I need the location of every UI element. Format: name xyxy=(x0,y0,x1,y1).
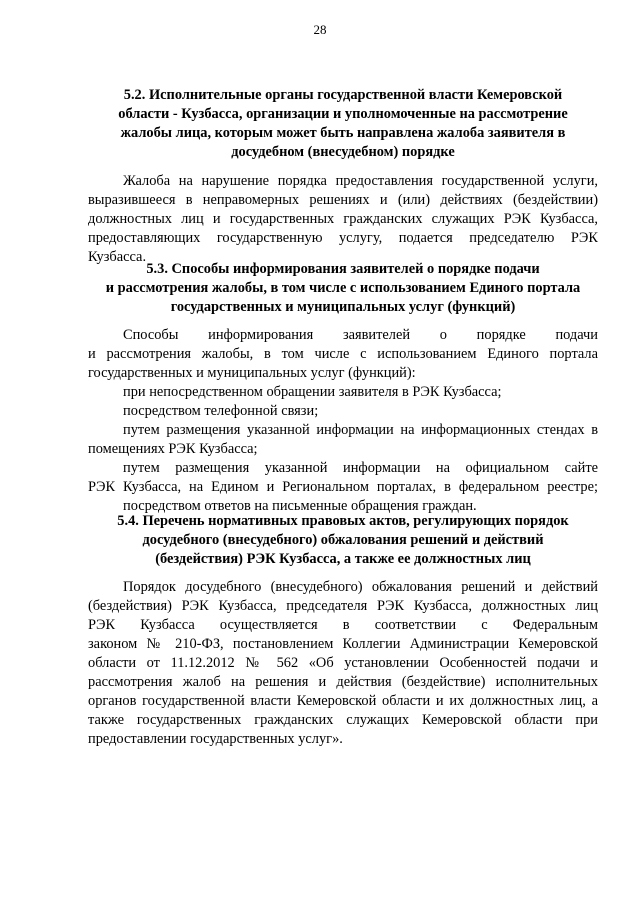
heading-line: 5.2. Исполнительные органы государственной власти Кемеровской xyxy=(123,87,563,103)
body-line: выразившееся в неправомерных решениях и (или) действиях (бездействии) xyxy=(88,192,598,208)
body-line: (бездействия) РЭК Кузбасса, председателя РЭК Кузбасса, должностных лиц xyxy=(88,598,598,614)
body-line: рассмотрения жалоб на решения и действия (бездействие) исполнительных xyxy=(88,674,598,690)
body-line: законом № 210-ФЗ, постановлением Коллегии Администрации Кемеровской xyxy=(88,636,598,652)
body-line: помещениях РЭК Кузбасса; xyxy=(88,441,258,457)
body-line: области от 11.12.2012 № 562 «Об установлении Особенностей подачи и xyxy=(88,655,598,671)
body-line: Кузбасса. xyxy=(88,249,147,265)
body-line: РЭК Кузбасса осуществляется в соответствии с Федеральным xyxy=(88,617,598,633)
body-line: Способы информирования заявителей о порядке подачи xyxy=(123,327,598,343)
body-line: при непосредственном обращении заявителя в РЭК Кузбасса; xyxy=(123,384,502,400)
section-5-3-body xyxy=(88,326,598,516)
section-5-4-body xyxy=(88,578,598,749)
section-5-4-heading xyxy=(88,512,598,569)
heading-line: досудебном (внесудебном) порядке xyxy=(231,144,455,160)
body-line: и рассмотрения жалобы, в том числе с использованием Единого портала xyxy=(88,346,598,362)
body-line: также государственных гражданских служащих Кемеровской области при xyxy=(88,712,598,728)
heading-line: 5.3. Способы информирования заявителей о порядке подачи xyxy=(146,261,540,277)
section-5-2-heading xyxy=(88,86,598,162)
body-line: предоставляющих государственную услугу, подается председателю РЭК xyxy=(88,230,598,246)
body-line: должностных лиц и государственных гражданских служащих РЭК Кузбасса, xyxy=(88,211,598,227)
body-line: путем размещения указанной информации на информационных стендах в xyxy=(123,422,598,438)
body-line: органов государственной власти Кемеровской области и их должностных лиц, а xyxy=(88,693,598,709)
body-line: путем размещения указанной информации на официальном сайте xyxy=(123,460,598,476)
heading-line: области - Кузбасса, организации и уполномоченные на рассмотрение xyxy=(118,106,568,122)
heading-line: 5.4. Перечень нормативных правовых актов, регулирующих порядок xyxy=(117,513,569,529)
section-5-2-body xyxy=(88,172,598,267)
section-5-3-heading xyxy=(88,260,598,317)
body-line: Порядок досудебного (внесудебного) обжалования решений и действий xyxy=(123,579,598,595)
body-line: посредством ответов на письменные обращения граждан. xyxy=(123,498,477,514)
heading-line: государственных и муниципальных услуг (функций) xyxy=(170,299,516,315)
body-line: Жалоба на нарушение порядка предоставления государственной услуги, xyxy=(123,173,598,189)
heading-line: досудебного (внесудебного) обжалования решений и действий xyxy=(142,532,544,548)
heading-line: и рассмотрения жалобы, в том числе с использованием Единого портала xyxy=(105,280,581,296)
heading-line: жалобы лица, которым может быть направлена жалоба заявителя в xyxy=(120,125,566,141)
heading-line: (бездействия) РЭК Кузбасса, а также ее должностных лиц xyxy=(155,551,531,567)
body-line: РЭК Кузбасса, на Едином и Региональном порталах, в федеральном реестре; xyxy=(88,479,598,495)
body-line: предоставлении государственных услуг». xyxy=(88,731,343,747)
body-line: посредством телефонной связи; xyxy=(123,403,319,419)
page-number: 28 xyxy=(313,22,327,37)
body-line: государственных и муниципальных услуг (функций): xyxy=(88,365,416,381)
